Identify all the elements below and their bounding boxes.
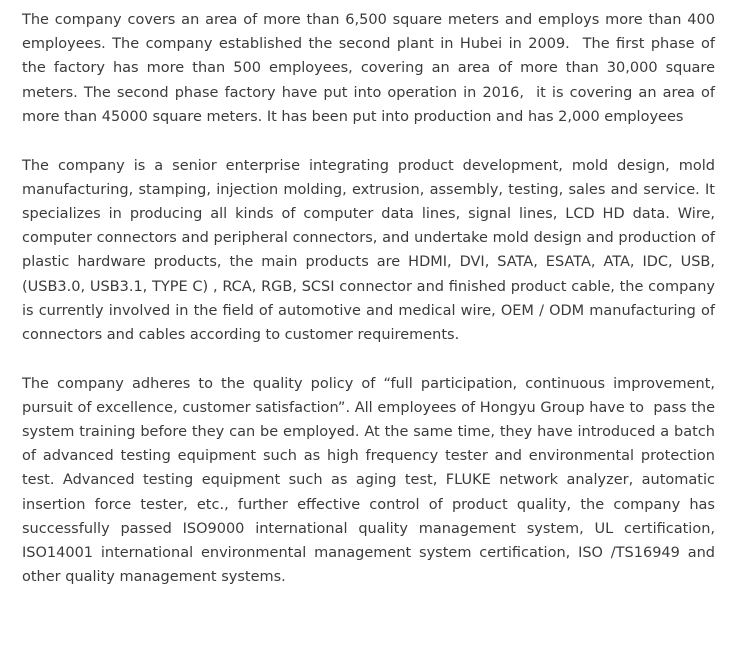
paragraph-quality-policy: The company adheres to the quality policy of “full participation, continuous improvement, pursuit of excellence, customer satisfaction”. All employees of Hongyu Group have to pass the system training before they can be employed. At the same time, they have introduced a batch of advanced testing equipment such as high frequency tester and environmental protection test. Advanced testing equipment such as aging test, FLUKE network analyzer, automatic insertion force tester, etc., further effective control of product quality, the company has successfully passed ISO9000 international quality management system, UL certification, ISO14001 international environmental management system certification, ISO /TS16949 and other quality management systems. bbox=[22, 375, 720, 586]
company-profile-text bbox=[22, 8, 720, 614]
paragraph-company-scale: The company covers an area of more than 6,500 square meters and employs more than 400 employees. The company established the second plant in Hubei in 2009. The first phase of the factory has more than 500 employees, covering an area of more than 30,000 square meters. The second phase factory have put into operation in 2016, it is covering an area of more than 45000 square meters. It has been put into production and has 2,000 employees bbox=[22, 12, 720, 125]
paragraph-business-scope: The company is a senior enterprise integrating product development, mold design, mold manufacturing, stamping, injection molding, extrusion, assembly, testing, sales and service. It specializes in producing all kinds of computer data lines, signal lines, LCD HD data. Wire, computer connectors and peripheral connectors, and undertake mold design and production of plastic hardware products, the main products are HDMI, DVI, SATA, ESATA, ATA, IDC, USB, (USB3.0, USB3.1, TYPE C) , RCA, RGB, SCSI connector and finished product cable, the company is currently involved in the field of automotive and medical wire, OEM / ODM manufacturing of connectors and cables according to customer requirements. bbox=[22, 157, 720, 343]
